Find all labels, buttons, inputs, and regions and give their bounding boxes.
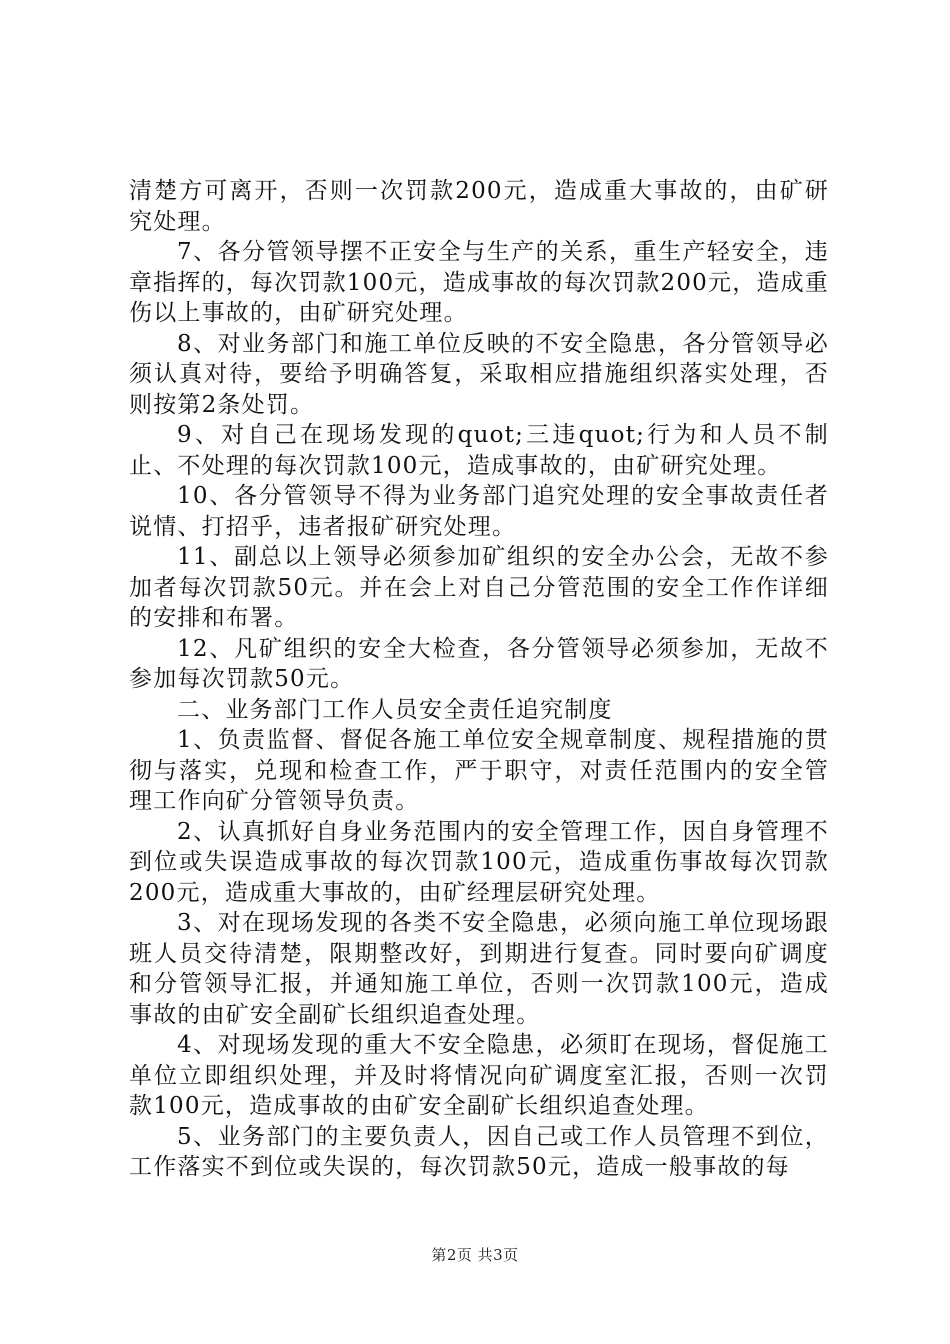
paragraph-item-12: 12、凡矿组织的安全大检查，各分管领导必须参加，无故不参加每次罚款50元。: [129, 635, 829, 692]
document-body: [129, 176, 829, 1183]
paragraph-section2-item-2: 2、认真抓好自身业务范围内的安全管理工作，因自身管理不到位或失误造成事故的每次罚款100元，造成重伤事故每次罚款200元，造成重大事故的，由矿经理层研究处理。: [129, 818, 829, 906]
paragraph-continuation: 清楚方可离开，否则一次罚款200元，造成重大事故的，由矿研究处理。: [129, 178, 829, 235]
paragraph-section2-item-5: 5、业务部门的主要负责人，因自己或工作人员管理不到位，工作落实不到位或失误的，每次罚款50元，造成一般事故的每: [129, 1123, 829, 1180]
paragraph-item-9: 9、对自己在现场发现的quot;三违quot;行为和人员不制止、不处理的每次罚款100元，造成事故的，由矿研究处理。: [129, 422, 829, 479]
paragraph-item-7: 7、各分管领导摆不正安全与生产的关系，重生产轻安全，违章指挥的，每次罚款100元，造成事故的每次罚款200元，造成重伤以上事故的，由矿研究处理。: [129, 239, 829, 326]
paragraph-section2-item-3: 3、对在现场发现的各类不安全隐患，必须向施工单位现场跟班人员交待清楚，限期整改好，到期进行复查。同时要向矿调度和分管领导汇报，并通知施工单位，否则一次罚款100元，造成事故的由矿安全副矿长组织追查处理。: [129, 910, 829, 1028]
paragraph-item-8: 8、对业务部门和施工单位反映的不安全隐患，各分管领导必须认真对待，要给予明确答复，采取相应措施组织落实处理，否则按第2条处罚。: [129, 330, 829, 418]
paragraph-item-11: 11、副总以上领导必须参加矿组织的安全办公会，无故不参加者每次罚款50元。并在会上对自己分管范围的安全工作作详细的安排和布署。: [129, 544, 829, 631]
paragraph-item-10: 10、各分管领导不得为业务部门追究处理的安全事故责任者说情、打招乎，违者报矿研究处理。: [129, 483, 829, 540]
paragraph-section2-item-4: 4、对现场发现的重大不安全隐患，必须盯在现场，督促施工单位立即组织处理，并及时将情况向矿调度室汇报，否则一次罚款100元，造成事故的由矿安全副矿长组织追查处理。: [129, 1032, 829, 1119]
page-number-footer: 第2页 共3页: [431, 1246, 519, 1264]
paragraph-section2-item-1: 1、负责监督、督促各施工单位安全规章制度、规程措施的贯彻与落实，兑现和检查工作，严于职守，对责任范围内的安全管理工作向矿分管领导负责。: [129, 727, 829, 814]
section-heading: 二、业务部门工作人员安全责任追究制度: [177, 696, 613, 723]
